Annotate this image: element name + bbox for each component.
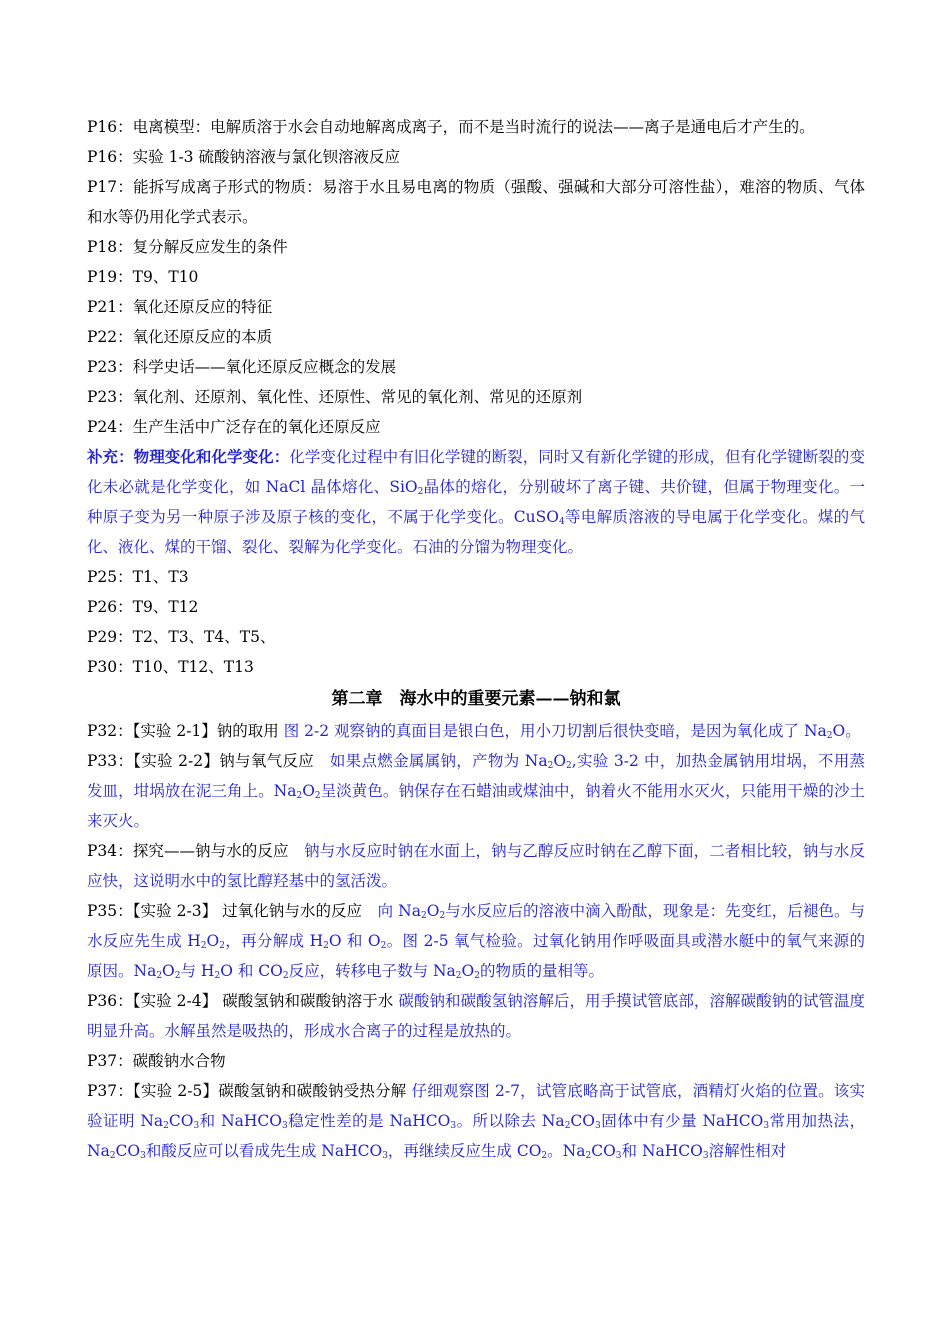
note-p30: P30：T10、T12、T13 [87, 658, 254, 676]
note-p16-ionization: P16：电离模型：电解质溶于水会自动地解离成离子，而不是当时流行的说法——离子是通电后才产生的。 [87, 118, 815, 136]
note-p24: P24：生产生活中广泛存在的氧化还原反应 [87, 418, 381, 436]
note-p26: P26：T9、T12 [87, 598, 199, 616]
note-p19: P19：T9、T10 [87, 268, 199, 286]
note-p16-experiment: P16：实验 1-3 硫酸钠溶液与氯化钡溶液反应 [87, 148, 400, 166]
note-p33: P33：【实验 2-2】钠与氧气反应 如果点燃金属属钠，产物为 $Na_2O_2$,实验 3-2 中，加热金属钠用坩埚，不用蒸发皿，坩埚放在泥三角上。$Na_2O_2$呈淡黄色。钠保存在石蜡油或煤油中，钠着火不能用水灭火，只能用干燥的沙土来灭火。 [87, 752, 865, 830]
note-p21: P21：氧化还原反应的特征 [87, 298, 273, 316]
note-p29: P29：T2、T3、T4、T5、 [87, 628, 276, 646]
note-p32: P32：【实验 2-1】钠的取用 图 2-2 观察钠的真面目是银白色，用小刀切割后很快变暗，是因为氧化成了 $Na_2O$。 [87, 722, 861, 741]
note-p23-agents: P23：氧化剂、还原剂、氧化性、还原性、常见的氧化剂、常见的还原剂 [87, 388, 583, 406]
document-body [87, 112, 865, 1166]
supplement-paragraph: 补充：物理变化和化学变化：化学变化过程中有旧化学键的断裂，同时又有新化学键的形成，但有化学键断裂的变化未必就是化学变化，如 NaCl 晶体熔化、SiO$_2$晶体的熔化，分别破坏了离子键、共价键，但属于物理变化。一种原子变为另一种原子涉及原子核的变化，不属于化学变化。CuSO$_4$等电解质溶液的导电属于化学变化。煤的气化、液化、煤的干馏、裂化、裂解为化学变化。石油的分馏为物理变化。 [87, 447, 865, 556]
note-p36: P36：【实验 2-4】 碳酸氢钠和碳酸钠溶于水 碳酸钠和碳酸氢钠溶解后，用手摸试管底部，溶解碳酸钠的试管温度明显升高。水解虽然是吸热的，形成水合离子的过程是放热的。 [87, 992, 865, 1040]
note-p22: P22：氧化还原反应的本质 [87, 328, 273, 346]
note-p25: P25：T1、T3 [87, 568, 189, 586]
note-p34: P34：探究——钠与水的反应 钠与水反应时钠在水面上，钠与乙醇反应时钠在乙醇下面，二者相比较，钠与水反应快，这说明水中的氢比醇羟基中的氢活泼。 [87, 842, 865, 890]
note-p23-history: P23：科学史话——氧化还原反应概念的发展 [87, 358, 397, 376]
note-p37-decomposition: P37：【实验 2-5】碳酸氢钠和碳酸钠受热分解 仔细观察图 2-7，试管底略高于试管底，酒精灯火焰的位置。该实验证明 $Na_2CO_3$和 NaHCO$_3$稳定性差的是 NaHCO$_3$。所以除去 $Na_2CO_3$固体中有少量 NaHCO$_3$常用加热法，$Na_2CO_3$和酸反应可以看成先生成 NaHCO$_3$，再继续反应生成 $CO_2$。$Na_2CO_3$和 NaHCO$_3$溶解性相对 [87, 1082, 865, 1161]
note-p18: P18：复分解反应发生的条件 [87, 238, 288, 256]
note-p37-hydrate: P37：碳酸钠水合物 [87, 1052, 226, 1070]
note-p35: P35：【实验 2-3】 过氧化钠与水的反应 向 $Na_2O_2$与水反应后的溶液中滴入酚酞，现象是：先变红，后褪色。与水反应先生成 $H_2O_2$，再分解成 $H_2O$ 和 $O_2$。图 2-5 氧气检验。过氧化钠用作呼吸面具或潜水艇中的氧气来源的原因。$Na_2O_2$与 $H_2O$ 和 $CO_2$反应，转移电子数与 $Na_2O_2$的物质的量相等。 [87, 902, 866, 981]
note-p17: P17：能拆写成离子形式的物质：易溶于水且易电离的物质（强酸、强碱和大部分可溶性盐），难溶的物质、气体和水等仍用化学式表示。 [87, 178, 865, 226]
supplement-label: 补充：物理变化和化学变化： [87, 447, 290, 466]
chapter-title: 第二章 海水中的重要元素——钠和氯 [331, 689, 621, 709]
